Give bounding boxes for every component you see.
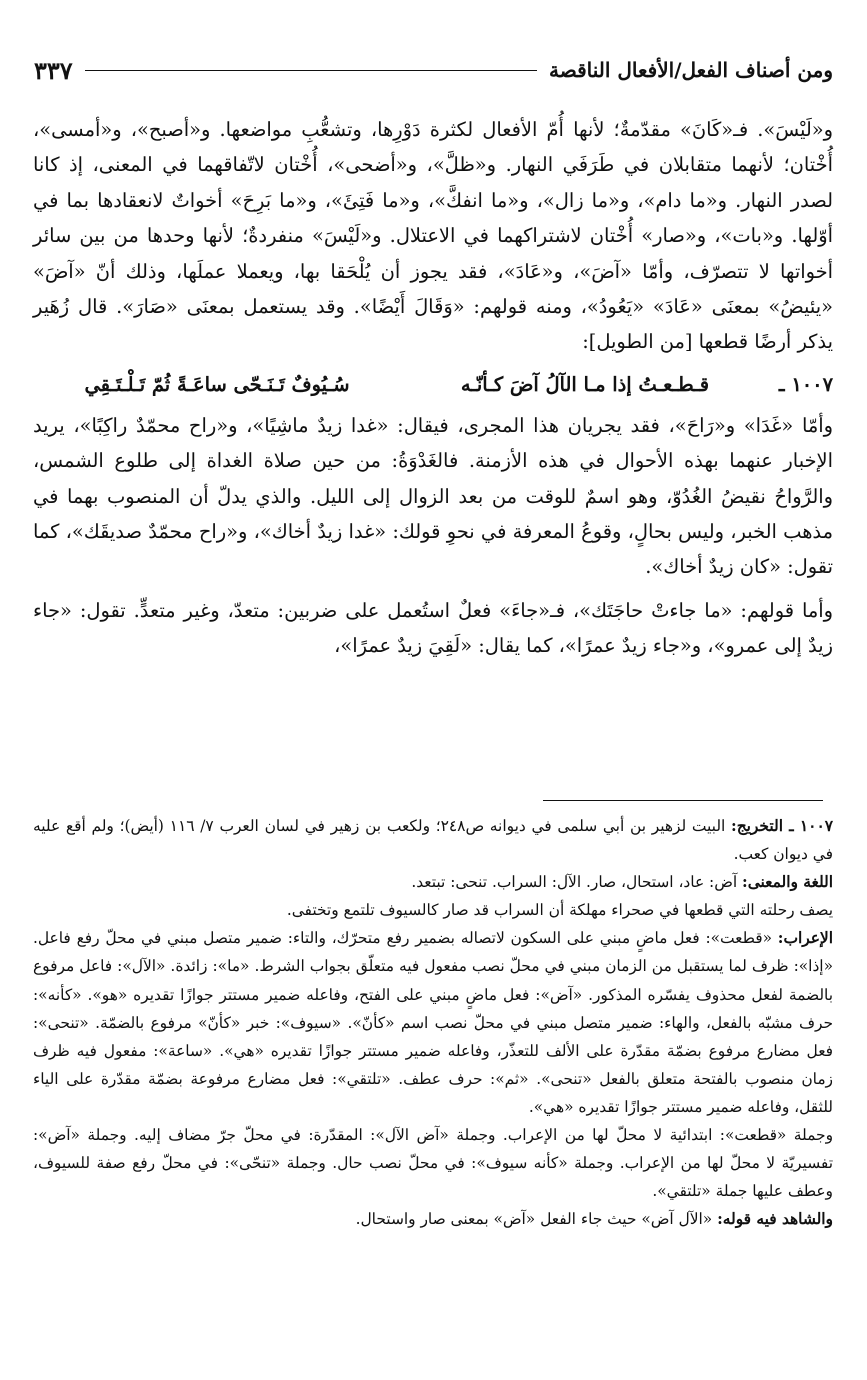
lugha-label: اللغة والمعنى: <box>742 873 833 892</box>
takhrij-label: ١٠٠٧ ـ التخريج: <box>731 817 833 835</box>
footnote-lugha <box>33 868 833 896</box>
footnotes <box>33 812 833 1233</box>
footnote-jumal: وجملة «قطعت»: ابتدائية لا محلّ لها من الإعراب. وجملة «آض الآل»: المقدّرة: في محلّ جرّ مضاف إليه. وجملة «آض»: تفسيريّة لا محلّ لها من الإعراب. وجملة «كأنه سيوف»: في محلّ نصب حال. وجملة «تنحّى»: في محلّ رفع صفة للسيوف، وعطف عليها جملة «تلتقي». <box>33 1126 833 1201</box>
header-rule <box>85 70 537 71</box>
header-title: ومن أصناف الفعل/الأفعال الناقصة <box>549 58 833 82</box>
main-text <box>33 112 833 664</box>
footnote-takhrij <box>33 812 833 868</box>
footnote-shahid <box>33 1205 833 1233</box>
irab-text: «قطعت»: فعل ماضٍ مبني على السكون لاتصاله بضمير رفع متحرّك، والتاء: ضمير متصل مبني في محلّ رفع فاعل. «إذا»: ظرف لما يستقبل من الزمان مبني في محلّ نصب مفعول فيه متعلّق بجواب الشرط. «ما»: زائدة. «الآل»: فاعل مرفوع بالضمة لفعل محذوف يفسّره المذكور. «آض»: فعل ماضٍ مبني على الفتح، وفاعله ضمير مستتر جوازًا تقديره «هو». «كأنه»: حرف مشبّه بالفعل، والهاء: ضمير متصل مبني في محلّ نصب اسم «كأنّ». «سيوف»: خبر «كأنّ» مرفوع بالضمّة. «تنحى»: فعل مضارع مرفوع بضمّة مقدّرة على الألف للتعذّر، وفاعله ضمير مستتر جوازًا تقديره «هي». «ساعة»: مفعول فيه ظرف زمان منصوب بالفتحة متعلق بالفعل «تنحى». «ثم»: حرف عطف. «تلتقي»: فعل مضارع مرفوعة بضمّة مقدّرة على الياء للثقل، وفاعله ضمير مستتر جوازًا تقديره «هي». <box>33 929 833 1116</box>
footnote-description: يصف رحلته التي قطعها في صحراء مهلكة أن السراب قد صار كالسيوف تلتمع وتختفى. <box>286 901 833 920</box>
takhrij-text: البيت لزهير بن أبي سلمى في ديوانه ص٢٤٨؛ ولكعب بن زهير في لسان العرب ٧/ ١١٦ (أيض)؛ ولم أقع عليه في ديوان كعب. <box>33 817 833 864</box>
poetry-verse <box>33 362 833 408</box>
paragraph-3: وأما قولهم: «ما جاءتْ حاجَتَك»، فـ«جاءَ» فعلٌ استُعمل على ضربين: متعدّ، وغير متعدٍّ. تقول: «جاء زيدٌ إلى عمرو»، و«جاء زيدٌ عمرًا»، كما يقال: «لَقِيَ زيدٌ عمرًا»، <box>33 598 833 658</box>
verse-number: ١٠٠٧ ـ <box>778 373 833 397</box>
verse-hemistich-second: سُـيُوفٌ تَـنَـحّى ساعَـةً ثُمّ تَـلْـتَـقِي <box>84 373 350 397</box>
verse-hemistich-first: قـطـعـتُ إذا مـا الآلُ آضَ كـأنّـه <box>460 373 709 397</box>
irab-label: الإعراب: <box>777 929 833 948</box>
footnote-irab <box>33 924 833 1121</box>
shahid-label: والشاهد فيه قوله: <box>717 1210 833 1229</box>
page-number: ٣٣٧ <box>34 55 73 85</box>
running-header <box>34 50 833 90</box>
paragraph-2: وأمّا «غَدَا» و«رَاحَ»، فقد يجريان هذا المجرى، فيقال: «غدا زيدٌ ماشِيًا»، و«راح محمّدٌ راكِبًا»، يريد الإخبار عنهما بهذه الأحوال في هذه الأزمنة. فالغَدْوَةُ: من حين صلاة الغداة إلى طلوع الشمس، والرَّواحُ نقيضُ الغُدُوّ، وهو اسمٌ للوقت من بعد الزوال إلى الليل. والذي يدلّ أن المنصوب بهما في مذهب الخبر، وليس بحالٍ، وقوعُ المعرفة في نحوِ قولك: «غدا زيدٌ أخاك»، و«راح محمّدٌ صديقَك»، كما تقول: «كان زيدٌ أخاك». <box>33 413 833 579</box>
shahid-text: «الآل آض» حيث جاء الفعل «آض» بمعنى صار واستحال. <box>355 1210 713 1229</box>
paragraph-1: و«لَيْسَ». فـ«كَانَ» مقدّمةٌ؛ لأنها أُمّ الأفعال لكثرة دَوْرِها، وتشعُّبِ مواضعها. و«أصبح»، و«أمسى»، أُخْتان؛ لأنهما متقابلان في طَرَفَي النهار. و«ظلَّ»، و«أضحى»، أُخْتان لاتّفاقهما في المعنى، إذ كانا لصدر النهار. و«ما دام»، و«ما زال»، و«ما انفكَّ»، و«ما فَتِئَ»، و«ما بَرِحَ» أخواتٌ لانعقادها بما في أوّلها. و«بات»، و«صار» أُخْتان لاشتراكهما في الاعتلال. و«لَيْسَ» منفردةٌ؛ لأنها وحدها من بين سائر أخواتها لا تتصرّف، وأمّا «آضَ»، و«عَادَ»، فقد يجوز أن يُلْحَقا بها، ويعملا عملَها، وذلك أنّ «آضَ» «يئيضُ» بمعنَى «عَادَ» «يَعُودُ»، ومنه قولهم: «وَقَالَ أَيْضًا». وقد يستعمل بمعنَى «صَارَ». قال زُهَير يذكر أرضًا قطعها [من الطويل]: <box>33 118 833 354</box>
footnote-divider <box>543 800 823 801</box>
lugha-text: آض: عاد، استحال، صار. الآل: السراب. تنحى: تبتعد. <box>411 873 738 892</box>
